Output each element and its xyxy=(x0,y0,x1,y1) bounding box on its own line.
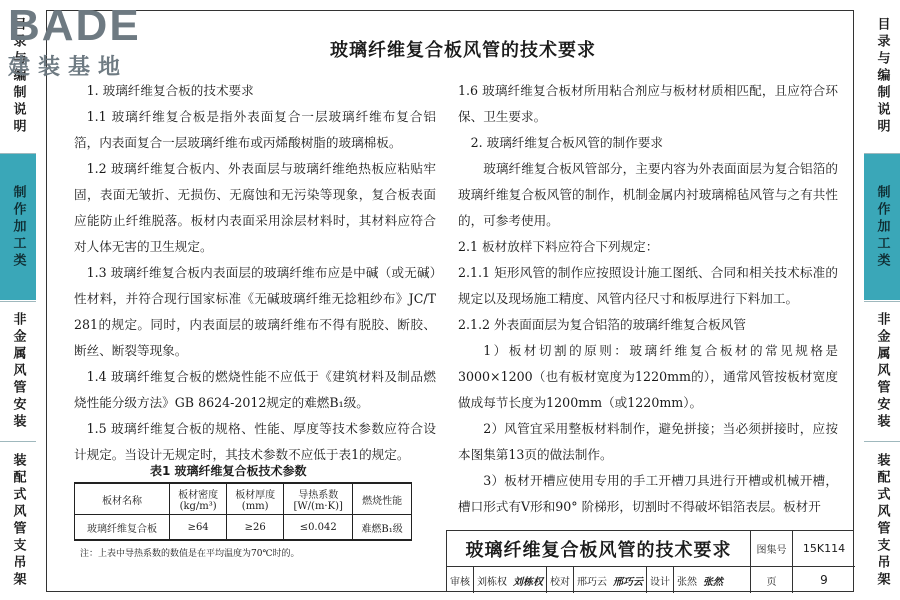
logo-subtitle: 建装基地 xyxy=(8,55,129,80)
table-cell: ≤0.042 xyxy=(284,515,353,541)
section-heading: 1. 玻璃纤维复合板的技术要求 xyxy=(86,83,254,98)
paragraph: 3）板材开槽应使用专用的手工开槽刀具进行开槽或机械开槽，槽口形式有V形和90° 阶梯形，切割时不得破坏铝箔表层。板材开 xyxy=(458,473,838,514)
logo-wordmark: BADE xyxy=(8,1,141,50)
table-header: 燃烧性能 xyxy=(353,483,412,515)
review-label: 审核 xyxy=(450,576,470,588)
section-heading: 2. 玻璃纤维复合板风管的制作要求 xyxy=(470,135,663,150)
tab-contents-right[interactable]: 目录与编制说明 xyxy=(874,16,890,136)
table-cell: 难燃B₁级 xyxy=(353,515,412,541)
paragraph: 2.1.1 矩形风管的制作应按照设计施工图纸、合同和相关技术标准的规定以及现场施工精度、风管内径尺寸和板厚进行下料加工。 xyxy=(458,265,838,306)
right-tab-strip xyxy=(864,0,900,600)
table-header: 板材密度 (kg/m³) xyxy=(170,483,227,515)
paragraph: 2.1.2 外表面面层为复合铝箔的玻璃纤维复合板风管 xyxy=(458,317,746,332)
left-column xyxy=(74,78,436,468)
check-label: 校对 xyxy=(550,576,570,588)
checker-name: 邢巧云 xyxy=(577,576,607,588)
page-title: 玻璃纤维复合板风管的技术要求 xyxy=(330,40,596,61)
title-block-title: 玻璃纤维复合板风管的技术要求 xyxy=(447,531,751,567)
table-cell: 玻璃纤维复合板 xyxy=(75,515,170,541)
paragraph: 1.6 玻璃纤维复合板材所用粘合剂应与板材材质相匹配，且应符合环保、卫生要求。 xyxy=(458,83,838,124)
table-header: 板材厚度 (mm) xyxy=(227,483,284,515)
table-header-row xyxy=(75,483,412,515)
table-row xyxy=(75,515,412,541)
checker-signature: 邢巧云 xyxy=(613,576,643,588)
tab-nonmetal-duct[interactable]: 非金属风管安装 xyxy=(10,311,26,431)
table-header: 导热系数 [W/(m·K)] xyxy=(284,483,353,515)
title-block xyxy=(446,530,854,592)
spec-table xyxy=(74,482,412,541)
signature-row xyxy=(447,567,751,593)
paragraph: 玻璃纤维复合板风管部分，主要内容为外表面面层为复合铝箔的玻璃纤维复合板风管的制作，机制金属内衬玻璃棉毡风管与之有共性的，可参考使用。 xyxy=(458,161,838,228)
paragraph: 1.2 玻璃纤维复合板内、外表面层与玻璃纤维绝热板应粘贴牢固，表面无皱折、无损伤、无腐蚀和无污染等现象，复合板表面应能防止纤维脱落。板材内表面采用涂层材料时，其材料应符合对人体无害的卫生规定。 xyxy=(74,161,436,254)
table-cell: ≥26 xyxy=(227,515,284,541)
tab-fabrication[interactable]: 制作加工类 xyxy=(0,154,36,300)
paragraph: 1.1 玻璃纤维复合板是指外表面复合一层玻璃纤维布复合铝箔，内表面复合一层玻璃纤维布或丙烯酸树脂的玻璃棉板。 xyxy=(74,109,436,150)
paragraph: 2.1 板材放样下料应符合下列规定： xyxy=(458,239,659,254)
paragraph: 2）风管宜采用整板材料制作，避免拼接；当必须拼接时，应按本图集第13页的做法制作。 xyxy=(458,421,838,462)
tab-hanger-support-right[interactable]: 装配式风管支吊架 xyxy=(874,453,890,589)
design-label: 设计 xyxy=(650,576,670,588)
designer-signature: 张然 xyxy=(703,576,723,588)
logo xyxy=(8,1,178,86)
paragraph: 1.4 玻璃纤维复合板的燃烧性能不应低于《建筑材料及制品燃烧性能分级方法》GB 8624-2012规定的难燃B₁级。 xyxy=(74,369,436,410)
left-tab-strip xyxy=(0,0,36,600)
paragraph: 1）板材切割的原则：玻璃纤维复合板材的常见规格是3000×1200（也有板材宽度为1220mm的），通常风管按板材宽度做成每节长度为1200mm（或1220mm）。 xyxy=(458,343,838,410)
tab-fabrication-right[interactable]: 制作加工类 xyxy=(864,154,900,300)
paragraph: 1.3 玻璃纤维复合板内表面层的玻璃纤维布应是中碱（或无碱）性材料，并符合现行国家标准《无碱玻璃纤维无捻粗纱布》JC/T 281的规定。同时，内表面层的玻璃纤维布不得有脱胶、断胶、断丝、断裂等现象。 xyxy=(74,265,436,358)
page-number: 9 xyxy=(820,573,828,587)
reviewer-name: 刘栋权 xyxy=(477,576,507,588)
tab-contents[interactable]: 目录与编制说明 xyxy=(10,16,26,136)
atlas-number-label: 图集号 xyxy=(751,531,793,567)
table-note: 注：上表中导热系数的数值是在平均温度为70℃时的。 xyxy=(80,549,300,559)
table-header: 板材名称 xyxy=(75,483,170,515)
tab-nonmetal-duct-right[interactable]: 非金属风管安装 xyxy=(874,311,890,431)
designer-name: 张然 xyxy=(677,576,697,588)
table-cell: ≥64 xyxy=(170,515,227,541)
page-number-label: 页 xyxy=(751,567,793,593)
atlas-number: 15K114 xyxy=(793,531,855,567)
table-caption: 表1 玻璃纤维复合板技术参数 xyxy=(150,464,307,478)
paragraph: 1.5 玻璃纤维复合板的规格、性能、厚度等技术参数应符合设计规定。当设计无规定时，其技术参数不应低于表1的规定。 xyxy=(74,421,436,462)
right-column xyxy=(458,78,838,520)
reviewer-signature: 刘栋权 xyxy=(513,576,543,588)
tab-hanger-support[interactable]: 装配式风管支吊架 xyxy=(10,453,26,589)
